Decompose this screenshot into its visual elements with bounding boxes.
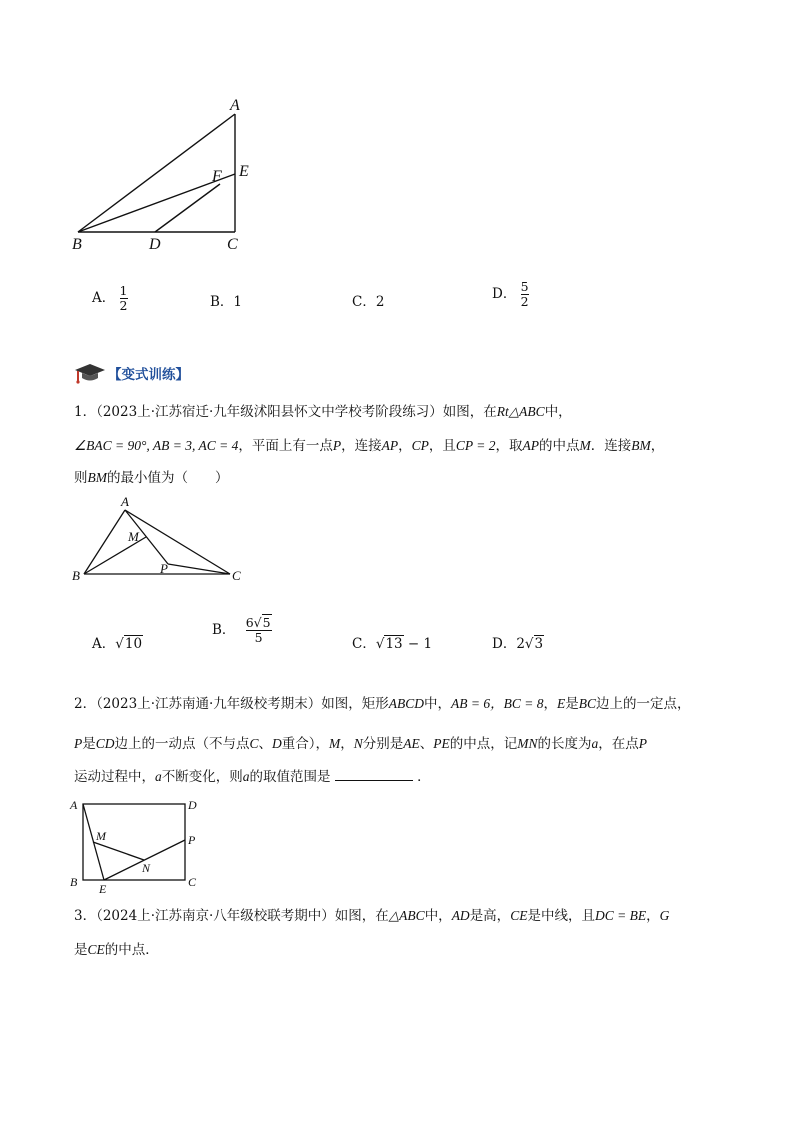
label-E: E: [99, 882, 107, 894]
graduation-cap-icon: [74, 362, 106, 384]
section-header: [74, 362, 189, 384]
fraction: $\frac{5}{2}$: [520, 279, 529, 309]
q2-line-3: 运动过程中，a不断变化，则a的取值范围是 ．: [74, 766, 431, 787]
label-A: A: [121, 494, 129, 509]
label-F: F: [212, 168, 222, 185]
label-D: D: [149, 236, 161, 253]
q1-option-c[interactable]: C．√13 − 1: [352, 636, 433, 652]
label-B: B: [70, 875, 78, 889]
label-E: E: [239, 163, 249, 180]
q0-option-a[interactable]: A． $\frac{1}{2}$: [92, 283, 128, 313]
label-A: A: [70, 798, 78, 812]
label-C: C: [227, 236, 238, 253]
q3-line-2: 是CE的中点．: [74, 942, 159, 958]
label-C: C: [188, 875, 197, 889]
q0-option-c[interactable]: C．2: [352, 294, 385, 310]
q2-line-1: 2．（2023上·江苏南通·九年级校考期末）如图，矩形ABCD中，AB = 6，BC = 8，E是BC边上的一定点，: [74, 696, 691, 712]
figure-triangle-abc-def: [60, 92, 270, 254]
fraction: $\frac{6√5}{5}$: [245, 615, 271, 645]
label-C: C: [232, 568, 241, 583]
label-B: B: [72, 236, 82, 253]
q1-option-a[interactable]: A．√10: [92, 636, 143, 652]
figure-q1-triangle: [68, 492, 258, 588]
section-title: 【变式训练】: [108, 367, 189, 383]
q0-option-b[interactable]: B．1: [210, 294, 243, 310]
label-D: D: [188, 798, 197, 812]
q1-line-1: 1．（2023上·江苏宿迁·九年级沭阳县怀文中学校考阶段练习）如图，在Rt△ABC中，: [74, 404, 572, 420]
q0-option-d[interactable]: D． $\frac{5}{2}$: [492, 279, 529, 309]
q1-line-3: 则BM的最小值为（ ）: [74, 470, 229, 486]
q1-line-2: ∠BAC = 90°, AB = 3, AC = 4，平面上有一点P，连接AP，CP，且CP = 2，取AP的中点M．连接BM，: [74, 438, 665, 454]
label-P: P: [188, 833, 196, 847]
q2-line-2: P是CD边上的一动点（不与点C、D重合），M，N分别是AE、PE的中点，记MN的长度为a，在点P: [74, 736, 648, 752]
label-M: M: [96, 829, 106, 843]
label-B: B: [72, 568, 80, 583]
label-M: M: [128, 529, 139, 544]
q1-option-b[interactable]: B． $\frac{6√5}{5}$: [212, 615, 271, 645]
q3-line-1: 3．（2024上·江苏南京·八年级校联考期中）如图，在△ABC中，AD是高，CE是中线，且DC = BE，G: [74, 908, 670, 924]
q1-option-d[interactable]: D．2√3: [492, 636, 544, 652]
figure-q2-rectangle: [66, 794, 216, 894]
label-N: N: [142, 861, 151, 875]
answer-blank[interactable]: [335, 766, 413, 781]
label-P: P: [160, 561, 168, 576]
fraction: $\frac{1}{2}$: [119, 283, 128, 313]
label-A: A: [230, 97, 240, 114]
